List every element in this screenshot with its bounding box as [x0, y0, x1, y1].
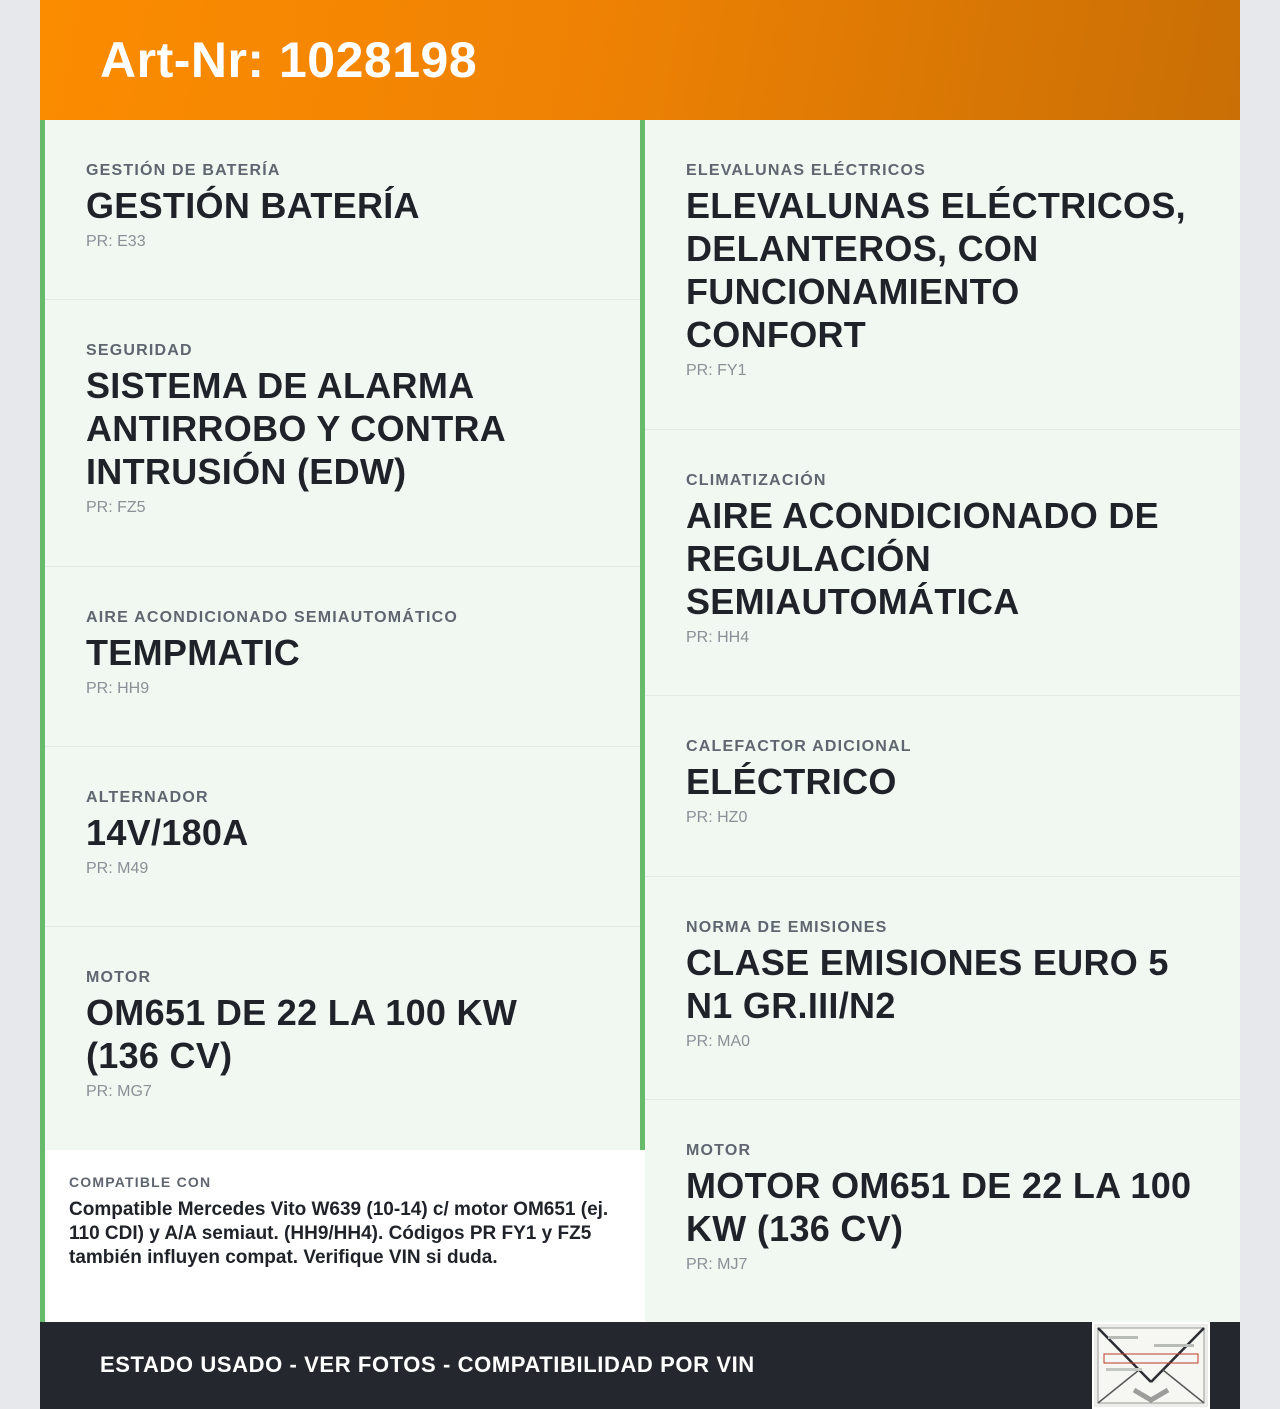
spec-category: SEGURIDAD — [86, 342, 193, 359]
spec-value: SISTEMA DE ALARMA ANTIRROBO Y CONTRA INTRUSIÓN (EDW) — [86, 365, 505, 492]
spec-category: NORMA DE EMISIONES — [686, 919, 888, 936]
spec-pr-code: PR: FZ5 — [86, 499, 146, 516]
article-number-title: Art-Nr: 1028198 — [100, 32, 478, 88]
header-bar — [40, 0, 1240, 120]
spec-card — [45, 747, 640, 927]
spec-category: MOTOR — [686, 1142, 752, 1159]
spec-pr-code: PR: MG7 — [86, 1083, 152, 1100]
spec-value: 14V/180A — [86, 812, 249, 853]
spec-category: GESTIÓN DE BATERÍA — [86, 162, 281, 179]
spec-pr-code: PR: HZ0 — [686, 809, 748, 826]
compatibility-text: Compatible Mercedes Vito W639 (10-14) c/ motor OM651 (ej. 110 CDI) y A/A semiaut. (HH9/HH4). Códigos PR FY1 y FZ5 también influyen compat. Verifique VIN si duda. — [69, 1199, 609, 1268]
spec-value: GESTIÓN BATERÍA — [86, 185, 420, 226]
spec-card — [45, 567, 640, 747]
spec-value: CLASE EMISIONES EURO 5 N1 GR.III/N2 — [686, 942, 1169, 1026]
spec-columns — [40, 120, 1240, 1322]
footer-status-text: ESTADO USADO - VER FOTOS - COMPATIBILIDAD POR VIN — [100, 1352, 755, 1377]
spec-card — [45, 300, 640, 567]
product-sheet — [40, 0, 1240, 1409]
spec-card — [645, 120, 1240, 430]
document-thumbnail-icon — [1094, 1324, 1208, 1407]
spec-column-left — [40, 120, 640, 1322]
spec-pr-code: PR: M49 — [86, 860, 149, 877]
spec-card — [45, 120, 640, 300]
spec-card — [645, 877, 1240, 1100]
spec-category: ALTERNADOR — [86, 789, 209, 806]
spec-pr-code: PR: MJ7 — [686, 1256, 748, 1273]
compatibility-label: COMPATIBLE CON — [69, 1174, 212, 1190]
compatibility-note — [45, 1150, 645, 1322]
spec-category: AIRE ACONDICIONADO SEMIAUTOMÁTICO — [86, 609, 459, 626]
footer-bar — [40, 1322, 1240, 1409]
spec-category: CALEFACTOR ADICIONAL — [686, 738, 912, 755]
spec-pr-code: PR: HH9 — [86, 680, 150, 697]
spec-value: TEMPMATIC — [86, 632, 301, 673]
spec-pr-code: PR: MA0 — [686, 1033, 751, 1050]
spec-value: MOTOR OM651 DE 22 LA 100 KW (136 CV) — [686, 1165, 1192, 1249]
spec-pr-code: PR: FY1 — [686, 362, 747, 379]
spec-value: ELÉCTRICO — [686, 761, 897, 802]
spec-card — [645, 1100, 1240, 1322]
spec-pr-code: PR: E33 — [86, 233, 146, 250]
spec-value: ELEVALUNAS ELÉCTRICOS, DELANTEROS, CON FUNCIONAMIENTO CONFORT — [686, 185, 1186, 355]
spec-value: OM651 DE 22 LA 100 KW (136 CV) — [86, 992, 518, 1076]
spec-category: ELEVALUNAS ELÉCTRICOS — [686, 162, 927, 179]
spec-card — [645, 696, 1240, 877]
spec-pr-code: PR: HH4 — [686, 629, 750, 646]
spec-category: MOTOR — [86, 969, 152, 986]
spec-card — [45, 927, 640, 1150]
spec-value: AIRE ACONDICIONADO DE REGULACIÓN SEMIAUTOMÁTICA — [686, 495, 1159, 622]
spec-column-right — [640, 120, 1240, 1322]
spec-category: CLIMATIZACIÓN — [686, 472, 827, 489]
spec-card — [645, 430, 1240, 696]
vehicle-document-thumbnail[interactable] — [1092, 1322, 1210, 1409]
